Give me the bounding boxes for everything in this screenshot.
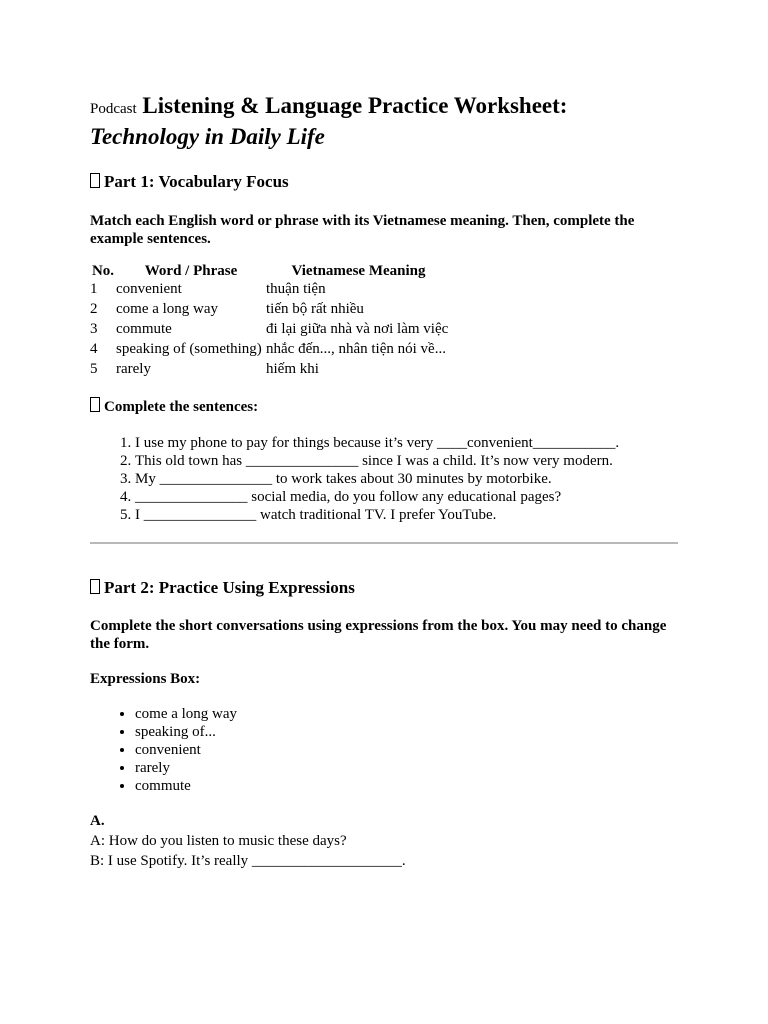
list-item: • convenient — [135, 741, 680, 759]
cell-no: 2 — [90, 301, 98, 317]
cell-word: come a long way — [116, 301, 219, 317]
list-item: • rarely — [135, 759, 680, 777]
list-item: • come a long way — [135, 705, 680, 723]
title-italic: Technology in Daily Life — [90, 124, 325, 149]
worksheet-page — [90, 92, 680, 871]
cell-meaning: hiếm khi — [266, 361, 319, 377]
cell-meaning: thuận tiện — [266, 281, 326, 297]
missing-glyph-icon — [90, 579, 100, 594]
part2-heading-text: Part 2: Practice Using Expressions — [104, 578, 355, 597]
cell-word: convenient — [116, 281, 182, 297]
cell-meaning: đi lại giữa nhà và nơi làm việc — [266, 321, 449, 337]
expressions-list — [90, 705, 680, 795]
conversation-a — [90, 811, 680, 871]
cell-meaning: tiến bộ rất nhiều — [266, 301, 364, 317]
conversation-label: A. — [90, 813, 105, 829]
cell-meaning: nhắc đến..., nhân tiện nói về... — [266, 341, 446, 357]
table-row — [90, 301, 451, 321]
col-header-no: No. — [91, 262, 115, 279]
table-header-row — [90, 261, 451, 281]
complete-sentences-heading-text: Complete the sentences: — [104, 399, 259, 415]
list-item: 1. I use my phone to pay for things because it’s very ____convenient___________. — [135, 434, 680, 452]
part1-heading — [90, 172, 680, 192]
missing-glyph-icon — [90, 397, 100, 412]
conversation-line: B: I use Spotify. It’s really ____________________. — [90, 853, 406, 869]
page-title — [90, 92, 680, 150]
sentence-list — [90, 434, 680, 524]
list-item: 4. _______________ social media, do you follow any educational pages? — [135, 488, 680, 506]
title-prefix: Podcast — [90, 101, 137, 117]
list-item: 5. I _______________ watch traditional TV. I prefer YouTube. — [135, 506, 680, 524]
col-header-word: Word / Phrase — [144, 262, 238, 279]
list-item: 3. My _______________ to work takes about 30 minutes by motorbike. — [135, 470, 680, 488]
vocabulary-table — [90, 261, 451, 381]
missing-glyph-icon — [90, 173, 100, 188]
cell-no: 3 — [90, 321, 98, 337]
table-row — [90, 321, 451, 341]
table-row — [90, 361, 451, 381]
cell-word: commute — [116, 321, 172, 337]
table-row — [90, 341, 451, 361]
complete-sentences-heading — [90, 397, 680, 416]
col-header-meaning: Vietnamese Meaning — [291, 262, 426, 279]
title-main: Listening & Language Practice Worksheet: — [142, 93, 568, 118]
section-divider — [90, 542, 678, 544]
conversation-line: A: How do you listen to music these days? — [90, 833, 347, 849]
part1-instructions: Match each English word or phrase with its Vietnamese meaning. Then, complete the example sentences. — [90, 213, 635, 247]
list-item: 2. This old town has _______________ since I was a child. It’s now very modern. — [135, 452, 680, 470]
cell-no: 5 — [90, 361, 98, 377]
part2-instructions: Complete the short conversations using expressions from the box. You may need to change the form. — [90, 618, 667, 652]
table-row — [90, 281, 451, 301]
cell-no: 4 — [90, 341, 98, 357]
cell-word: rarely — [116, 361, 151, 377]
part2-heading — [90, 578, 680, 598]
cell-word: speaking of (something) — [116, 341, 262, 357]
list-item: • commute — [135, 777, 680, 795]
part1-heading-text: Part 1: Vocabulary Focus — [104, 172, 289, 191]
list-item: • speaking of... — [135, 723, 680, 741]
expressions-box-label: Expressions Box: — [90, 671, 201, 687]
cell-no: 1 — [90, 281, 98, 297]
